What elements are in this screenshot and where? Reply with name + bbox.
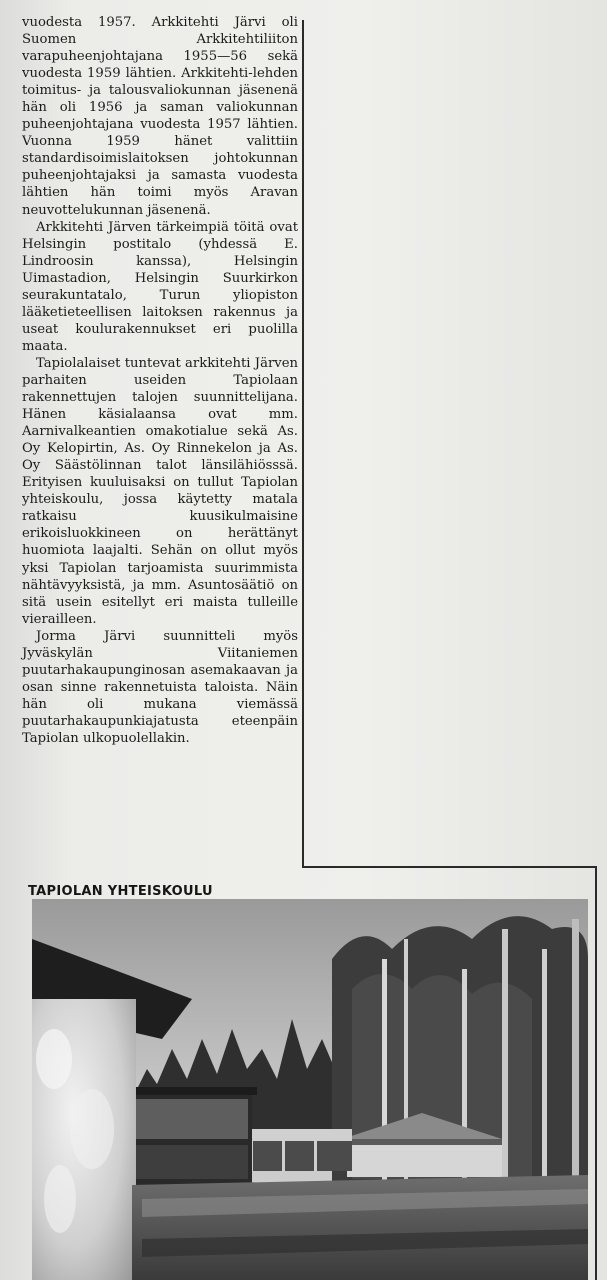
column-divider-horizontal (304, 866, 596, 868)
school-photo (32, 899, 588, 1280)
article-paragraph-2: Arkkitehti Järven tärkeimpiä töitä ovat Helsingin postitalo (yhdessä E. Lindroosin kanssa), Helsingin Uimastadion, Helsingin Suurkirkon seurakuntatalo, Turun yliopiston lääketieteellisen laitoksen rakennus ja useat koulurakennukset eri puolilla maata. (22, 219, 298, 354)
column-divider-vertical (302, 20, 304, 868)
article-paragraph-3: Tapiolalaiset tuntevat arkkitehti Järven parhaiten useiden Tapiolaan rakennettujen talojen suunnittelijana. Hänen käsialaansa ovat mm. Aarnivalkeantien omakotialue sekä As. Oy Kelopirtin, As. Oy Rinnekelon ja As. Oy Säästölinnan talot länsilähiösssä. Erityisen kuuluisaksi on tullut Tapiolan yhteiskoulu, jossa käytetty matala ratkaisu kuusikulmaisine erikoisluokkineen on herättänyt huomiota laajalti. Sehän on ollut myös yksi Tapiolan tarjoamista suurimmista nähtävyyksistä, ja mm. Asuntosäätiö on sitä usein esitellyt eri maista tulleille vierailleen. (22, 355, 298, 627)
photo-frame-rule (595, 866, 597, 1280)
photo-caption: TAPIOLAN YHTEISKOULU (28, 884, 213, 899)
article-paragraph-4: Jorma Järvi suunnitteli myös Jyväskylän Viitaniemen puutarhakaupunginosan asemakaavan ja osan sinne rakennetuista taloista. Näin hän oli mukana viemässä puutarhakaupunkiajatusta eteenpäin Tapiolan ulkopuolellakin. (22, 628, 298, 746)
article-column (22, 14, 298, 747)
article-paragraph-1: vuodesta 1957. Arkkitehti Järvi oli Suomen Arkkitehtiliiton varapuheenjohtajana 1955—56 sekä vuodesta 1959 lähtien. Arkkitehti-lehden toimitus- ja talousvaliokunnan jäsenenä hän oli 1956 ja saman valiokunnan puheenjohtajana vuodesta 1957 lähtien. Vuonna 1959 hänet valittiin standardisoimislaitoksen johtokunnan puheenjohtajaksi ja samasta vuodesta lähtien hän toimi myös Aravan neuvottelukunnan jäsenenä. (22, 15, 298, 218)
